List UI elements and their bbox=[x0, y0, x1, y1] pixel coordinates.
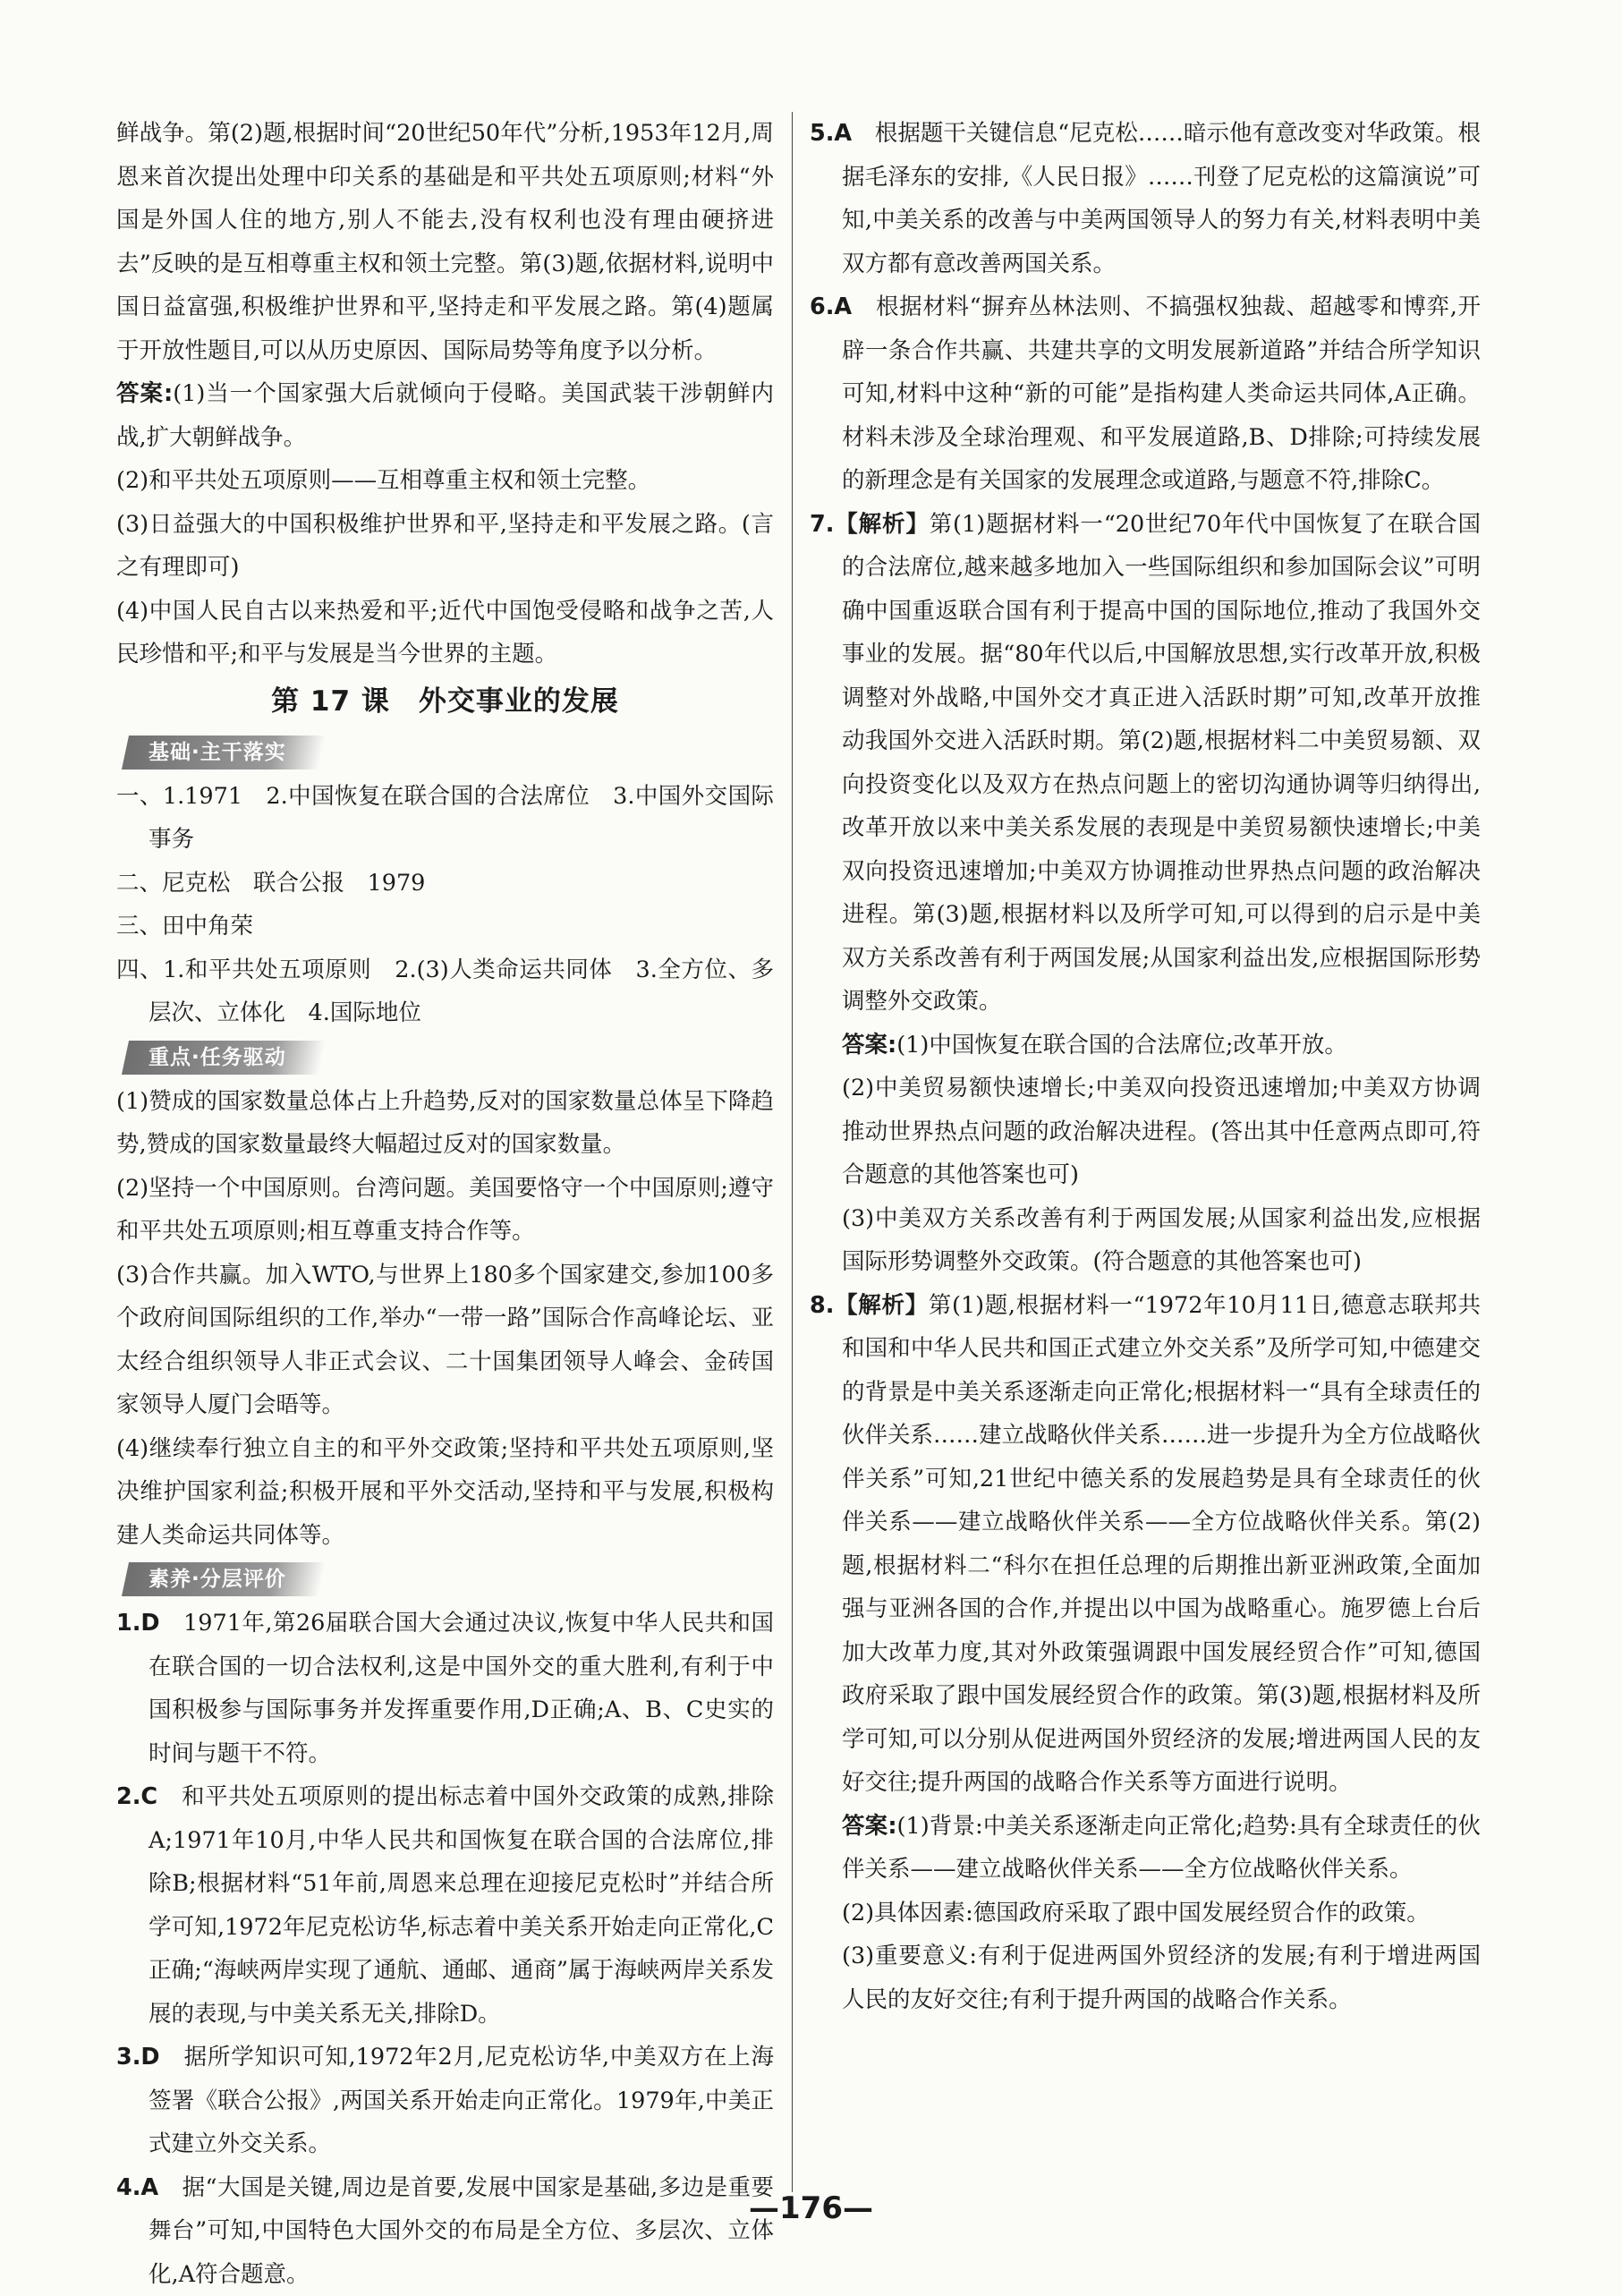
question-number: 5.A bbox=[810, 120, 852, 147]
question-8-answer-3: (3)重要意义:有利于促进两国外贸经济的发展;有利于增进两国人民的友好交往;有利于提升两国的战略合作关系。 bbox=[810, 1935, 1481, 2021]
analysis-tag: 【解析】 bbox=[834, 511, 929, 538]
column-divider bbox=[792, 112, 793, 2192]
question-number: 1.D bbox=[116, 1610, 160, 1637]
basics-item: 四、1.和平共处五项原则 2.(3)人类命运共同体 3.全方位、多层次、立体化 4.国际地位 bbox=[116, 948, 774, 1035]
question-8-answer-1: 答案:(1)背景:中美关系逐渐走向正常化;趋势:具有全球责任的伙伴关系——建立战略伙伴关系——全方位战略伙伴关系。 bbox=[810, 1805, 1481, 1892]
lesson16-answer-2: (2)和平共处五项原则——互相尊重主权和领土完整。 bbox=[116, 459, 774, 503]
task-item: (4)继续奉行独立自主的和平外交政策;坚持和平共处五项原则,坚决维护国家利益;积极开展和平外交活动,坚持和平与发展,积极构建人类命运共同体等。 bbox=[116, 1427, 774, 1558]
section-banner-tasks: 重点·任务驱动 bbox=[122, 1041, 326, 1075]
left-column bbox=[116, 112, 774, 2296]
question-3: 3.D 据所学知识可知,1972年2月,尼克松访华,中美双方在上海签署《联合公报》,两国关系开始走向正常化。1979年,中美正式建立外交关系。 bbox=[116, 2036, 774, 2166]
task-item: (2)坚持一个中国原则。台湾问题。美国要恪守一个中国原则;遵守和平共处五项原则;相互尊重支持合作等。 bbox=[116, 1167, 774, 1254]
task-item: (3)合作共赢。加入WTO,与世界上180多个国家建交,参加100多个政府间国际组织的工作,举办“一带一路”国际合作高峰论坛、亚太经合组织领导人非正式会议、二十国集团领导人峰会、金砖国家领导人厦门会晤等。 bbox=[116, 1254, 774, 1427]
lesson16-answer-3: (3)日益强大的中国积极维护世界和平,坚持走和平发展之路。(言之有理即可) bbox=[116, 503, 774, 590]
section-banner-evaluation: 素养·分层评价 bbox=[122, 1562, 326, 1596]
question-number: 4.A bbox=[116, 2174, 158, 2201]
lesson16-analysis-continued: 鲜战争。第(2)题,根据时间“20世纪50年代”分析,1953年12月,周恩来首次提出处理中印关系的基础是和平共处五项原则;材料“外国是外国人住的地方,别人不能去,没有权利也没有理由硬挤进去”反映的是互相尊重主权和领土完整。第(3)题,依据材料,说明中国日益富强,积极维护世界和平,坚持走和平发展之路。第(4)题属于开放性题目,可以从历史原因、国际局势等角度予以分析。 bbox=[116, 112, 774, 372]
answer-label: 答案: bbox=[842, 1032, 896, 1059]
question-4: 4.A 据“大国是关键,周边是首要,发展中国家是基础,多边是重要舞台”可知,中国特色大国外交的布局是全方位、多层次、立体化,A符合题意。 bbox=[116, 2166, 774, 2296]
basics-item: 二、尼克松 联合公报 1979 bbox=[116, 862, 774, 906]
analysis-tag: 【解析】 bbox=[834, 1292, 928, 1319]
question-number: 8. bbox=[810, 1292, 834, 1319]
answer-label: 答案: bbox=[842, 1813, 897, 1840]
answer-label: 答案: bbox=[116, 380, 173, 407]
question-7: 7.【解析】第(1)题据材料一“20世纪70年代中国恢复了在联合国的合法席位,越来越多地加入一些国际组织和参加国际会议”可明确中国重返联合国有利于提高中国的国际地位,推动了我国外交事业的发展。据“80年代以后,中国解放思想,实行改革开放,积极调整对外战略,中国外交才真正进入活跃时期”可知,改革开放推动我国外交进入活跃时期。第(2)题,根据材料二中美贸易额、双向投资变化以及双方在热点问题上的密切沟通协调等归纳得出,改革开放以来中美关系发展的表现是中美贸易额快速增长;中美双向投资迅速增加;中美双方协调推动世界热点问题的政治解决进程。第(3)题,根据材料以及所学可知,可以得到的启示是中美双方关系改善有利于两国发展;从国家利益出发,应根据国际形势调整外交政策。 bbox=[810, 503, 1481, 1024]
question-number: 7. bbox=[810, 511, 834, 538]
section-banner-basics: 基础·主干落实 bbox=[122, 736, 326, 770]
basics-item: 一、1.1971 2.中国恢复在联合国的合法席位 3.中国外交国际事务 bbox=[116, 775, 774, 862]
question-7-answer-2: (2)中美贸易额快速增长;中美双向投资迅速增加;中美双方协调推动世界热点问题的政治解决进程。(答出其中任意两点即可,符合题意的其他答案也可) bbox=[810, 1067, 1481, 1197]
page-number: —176— bbox=[0, 2190, 1622, 2226]
question-2: 2.C 和平共处五项原则的提出标志着中国外交政策的成熟,排除A;1971年10月,中华人民共和国恢复在联合国的合法席位,排除B;根据材料“51年前,周恩来总理在迎接尼克松时”并结合所学可知,1972年尼克松访华,标志着中美关系开始走向正常化,C正确;“海峡两岸实现了通航、通邮、通商”属于海峡两岸关系发展的表现,与中美关系无关,排除D。 bbox=[116, 1775, 774, 2036]
question-number: 2.C bbox=[116, 1783, 157, 1810]
question-8-answer-2: (2)具体因素:德国政府采取了跟中国发展经贸合作的政策。 bbox=[810, 1892, 1481, 1935]
question-5: 5.A 根据题干关键信息“尼克松……暗示他有意改变对华政策。根据毛泽东的安排,《人民日报》……刊登了尼克松的这篇演说”可知,中美关系的改善与中美两国领导人的努力有关,材料表明中美双方都有意改善两国关系。 bbox=[810, 112, 1481, 285]
task-item: (1)赞成的国家数量总体占上升趋势,反对的国家数量总体呈下降趋势,赞成的国家数量最终大幅超过反对的国家数量。 bbox=[116, 1080, 774, 1167]
lesson-title: 第 17 课 外交事业的发展 bbox=[116, 678, 774, 725]
lesson16-answer-4: (4)中国人民自古以来热爱和平;近代中国饱受侵略和战争之苦,人民珍惜和平;和平与发展是当今世界的主题。 bbox=[116, 590, 774, 676]
basics-item: 三、田中角荣 bbox=[116, 905, 774, 948]
question-6: 6.A 根据材料“摒弃丛林法则、不搞强权独裁、超越零和博弈,开辟一条合作共赢、共建共享的文明发展新道路”并结合所学知识可知,材料中这种“新的可能”是指构建人类命运共同体,A正确。材料未涉及全球治理观、和平发展道路,B、D排除;可持续发展的新理念是有关国家的发展理念或道路,与题意不符,排除C。 bbox=[810, 285, 1481, 503]
question-number: 6.A bbox=[810, 293, 852, 320]
question-number: 3.D bbox=[116, 2044, 160, 2071]
question-7-answer-3: (3)中美双方关系改善有利于两国发展;从国家利益出发,应根据国际形势调整外交政策。(符合题意的其他答案也可) bbox=[810, 1197, 1481, 1284]
question-7-answer-1: 答案:(1)中国恢复在联合国的合法席位;改革开放。 bbox=[810, 1024, 1481, 1067]
lesson16-answer-1: 答案:(1)当一个国家强大后就倾向于侵略。美国武装干涉朝鲜内战,扩大朝鲜战争。 bbox=[116, 372, 774, 459]
question-8: 8.【解析】第(1)题,根据材料一“1972年10月11日,德意志联邦共和国和中华人民共和国正式建立外交关系”及所学可知,中德建交的背景是中美关系逐渐走向正常化;根据材料一“具有全球责任的伙伴关系……建立战略伙伴关系……进一步提升为全方位战略伙伴关系”可知,21世纪中德关系的发展趋势是具有全球责任的伙伴关系——建立战略伙伴关系——全方位战略伙伴关系。第(2)题,根据材料二“科尔在担任总理的后期推出新亚洲政策,全面加强与亚洲各国的合作,并提出以中国为战略重心。施罗德上台后加大改革力度,其对外政策强调跟中国发展经贸合作”可知,德国政府采取了跟中国发展经贸合作的政策。第(3)题,根据材料及所学可知,可以分别从促进两国外贸经济的发展;增进两国人民的友好交往;提升两国的战略合作关系等方面进行说明。 bbox=[810, 1284, 1481, 1805]
right-column bbox=[810, 112, 1481, 2021]
question-1: 1.D 1971年,第26届联合国大会通过决议,恢复中华人民共和国在联合国的一切合法权利,这是中国外交的重大胜利,有利于中国积极参与国际事务并发挥重要作用,D正确;A、B、C史实的时间与题干不符。 bbox=[116, 1602, 774, 1775]
